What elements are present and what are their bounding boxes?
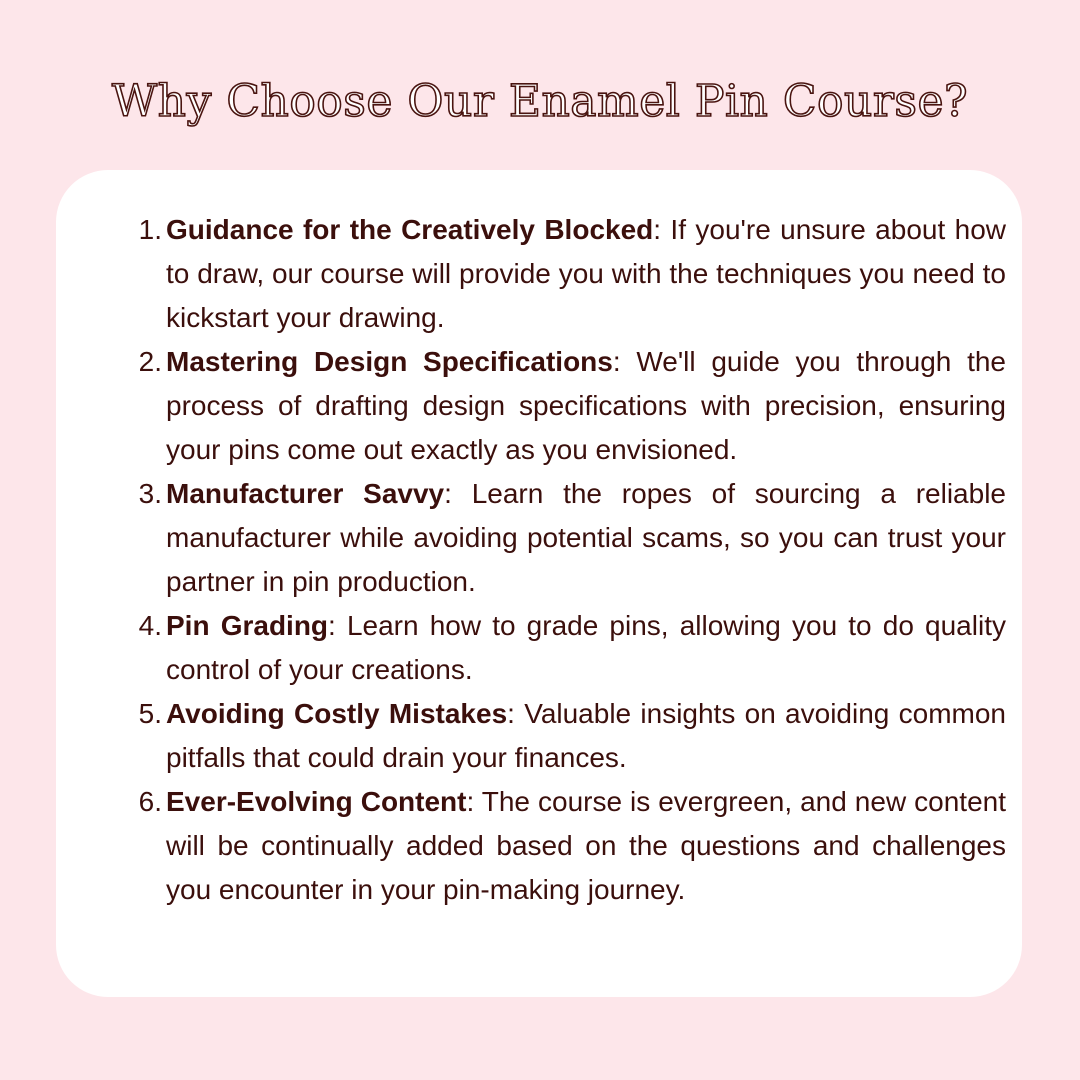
item-term: Pin Grading bbox=[166, 610, 329, 641]
list-item bbox=[110, 340, 1006, 472]
list-item bbox=[110, 472, 1006, 604]
page-title: Why Choose Our Enamel Pin Course? bbox=[111, 76, 969, 127]
content-card bbox=[56, 170, 1022, 997]
item-number: 1. bbox=[138, 214, 162, 245]
item-text: : The course is evergreen, and new content will be continually added based on the questions and challenges you encounter in your pin-making journey. bbox=[166, 786, 1007, 905]
item-text: : Learn the ropes of sourcing a reliable manufacturer while avoiding potential scams, so you can trust your partner in pin production. bbox=[166, 478, 1006, 597]
benefits-list bbox=[110, 208, 1006, 912]
list-item bbox=[110, 604, 1006, 692]
item-number: 5. bbox=[138, 698, 162, 729]
item-number: 2. bbox=[138, 346, 162, 377]
item-term: Mastering Design Specifications bbox=[166, 346, 613, 377]
item-number: 4. bbox=[138, 610, 162, 641]
item-term: Manufacturer Savvy bbox=[166, 478, 445, 509]
item-text: : Learn how to grade pins, allowing you to do quality control of your creations. bbox=[166, 610, 1006, 685]
item-term: Avoiding Costly Mistakes bbox=[166, 698, 508, 729]
item-number: 3. bbox=[138, 478, 162, 509]
item-text: : If you're unsure about how to draw, our course will provide you with the techniques you need to kickstart your drawing. bbox=[166, 214, 1006, 333]
item-text: : Valuable insights on avoiding common pitfalls that could drain your finances. bbox=[166, 698, 1006, 773]
list-item bbox=[110, 780, 1006, 912]
item-number: 6. bbox=[138, 786, 162, 817]
item-term: Guidance for the Creatively Blocked bbox=[166, 214, 654, 245]
item-term: Ever-Evolving Content bbox=[166, 786, 467, 817]
item-text: : We'll guide you through the process of drafting design specifications with precision, ensuring your pins come out exactly as you envisioned. bbox=[166, 346, 1007, 465]
list-item bbox=[110, 692, 1006, 780]
list-item bbox=[110, 208, 1006, 340]
